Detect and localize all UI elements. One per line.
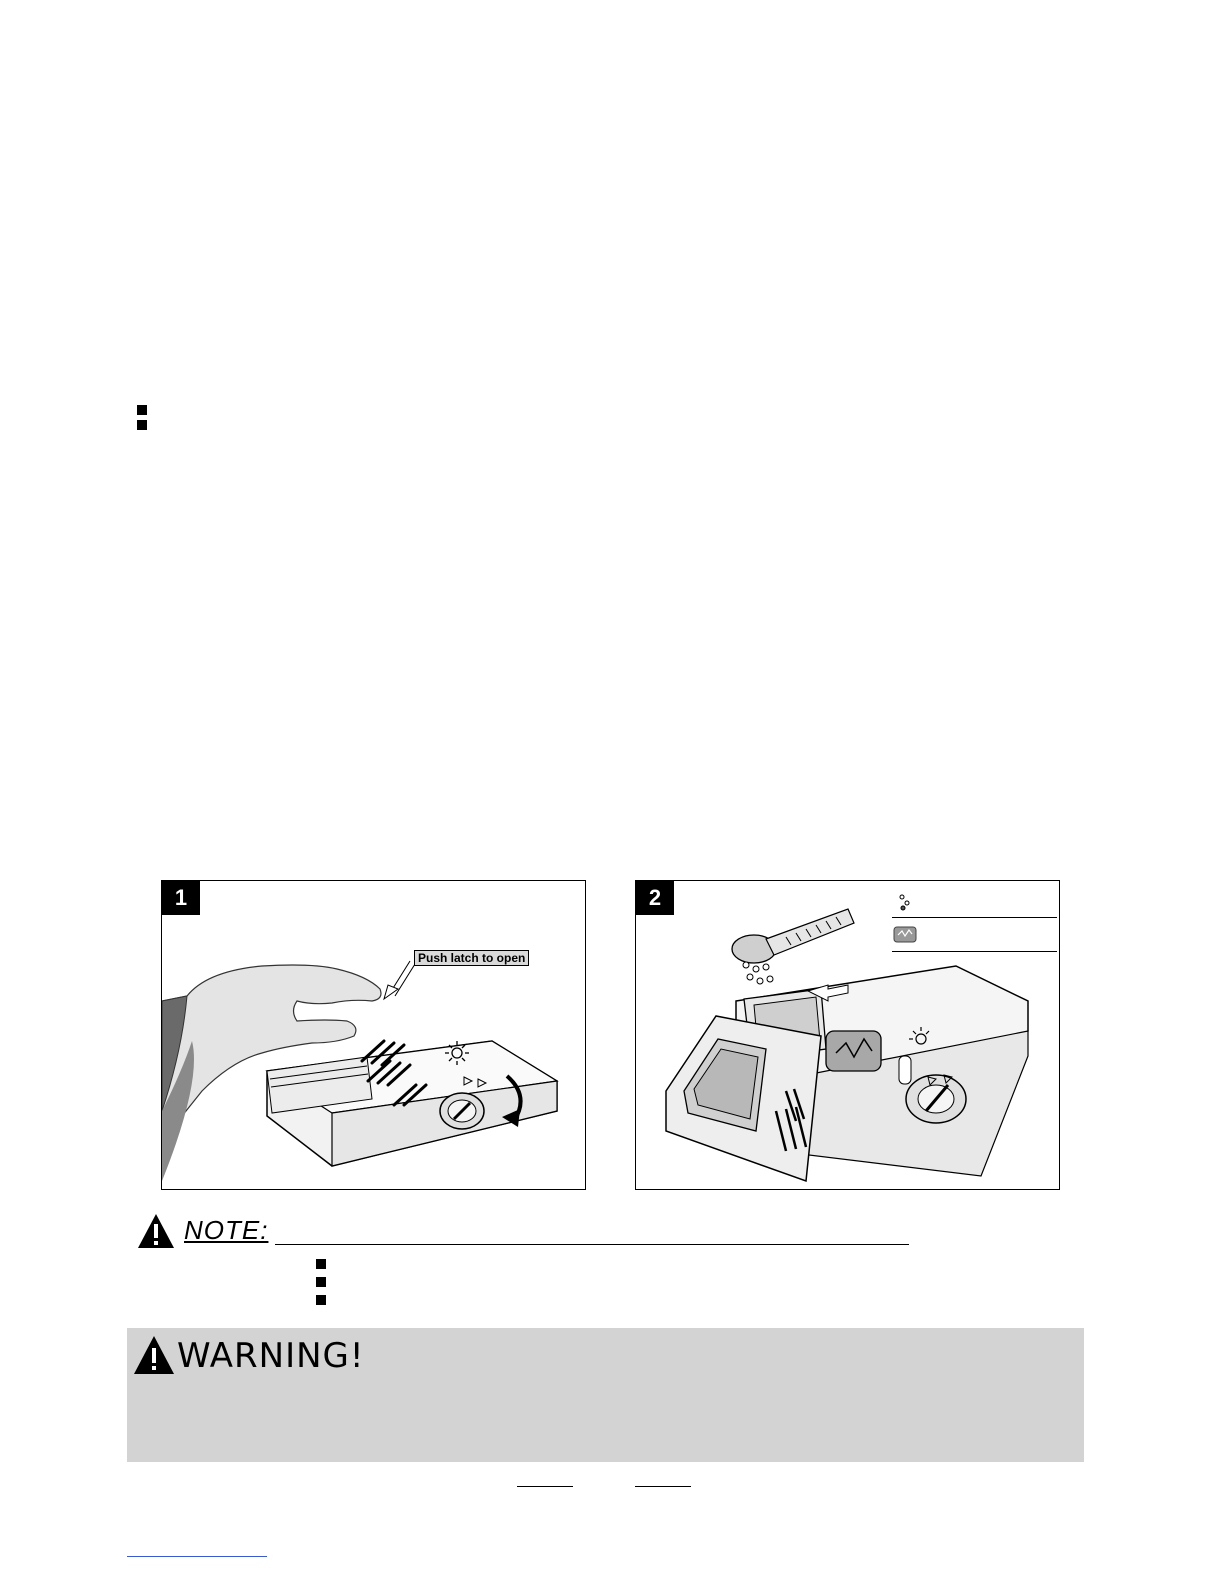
square-bullet-icon	[316, 1277, 326, 1287]
square-bullet-icon	[137, 405, 147, 415]
dispenser-hand-illustration	[162, 881, 586, 1190]
figure-number: 2	[636, 881, 674, 915]
note-divider	[275, 1244, 909, 1245]
footer-rule	[635, 1486, 691, 1487]
square-bullet-icon	[316, 1259, 326, 1269]
note-heading: NOTE:	[184, 1215, 269, 1245]
figure-number: 1	[162, 881, 200, 915]
square-bullet-icon	[316, 1295, 326, 1305]
footer-link-rule	[127, 1556, 267, 1557]
dispenser-open-illustration	[636, 881, 1060, 1190]
warning-triangle-icon	[137, 1213, 175, 1249]
warning-box	[127, 1328, 1084, 1462]
warning-heading: WARNING!	[177, 1336, 365, 1376]
figure-2-panel	[635, 880, 1060, 1190]
push-latch-callout: Push latch to open	[414, 950, 529, 966]
square-bullet-icon	[137, 420, 147, 430]
figure-1-panel	[161, 880, 586, 1190]
warning-triangle-icon	[133, 1334, 175, 1376]
footer-rule	[517, 1486, 573, 1487]
